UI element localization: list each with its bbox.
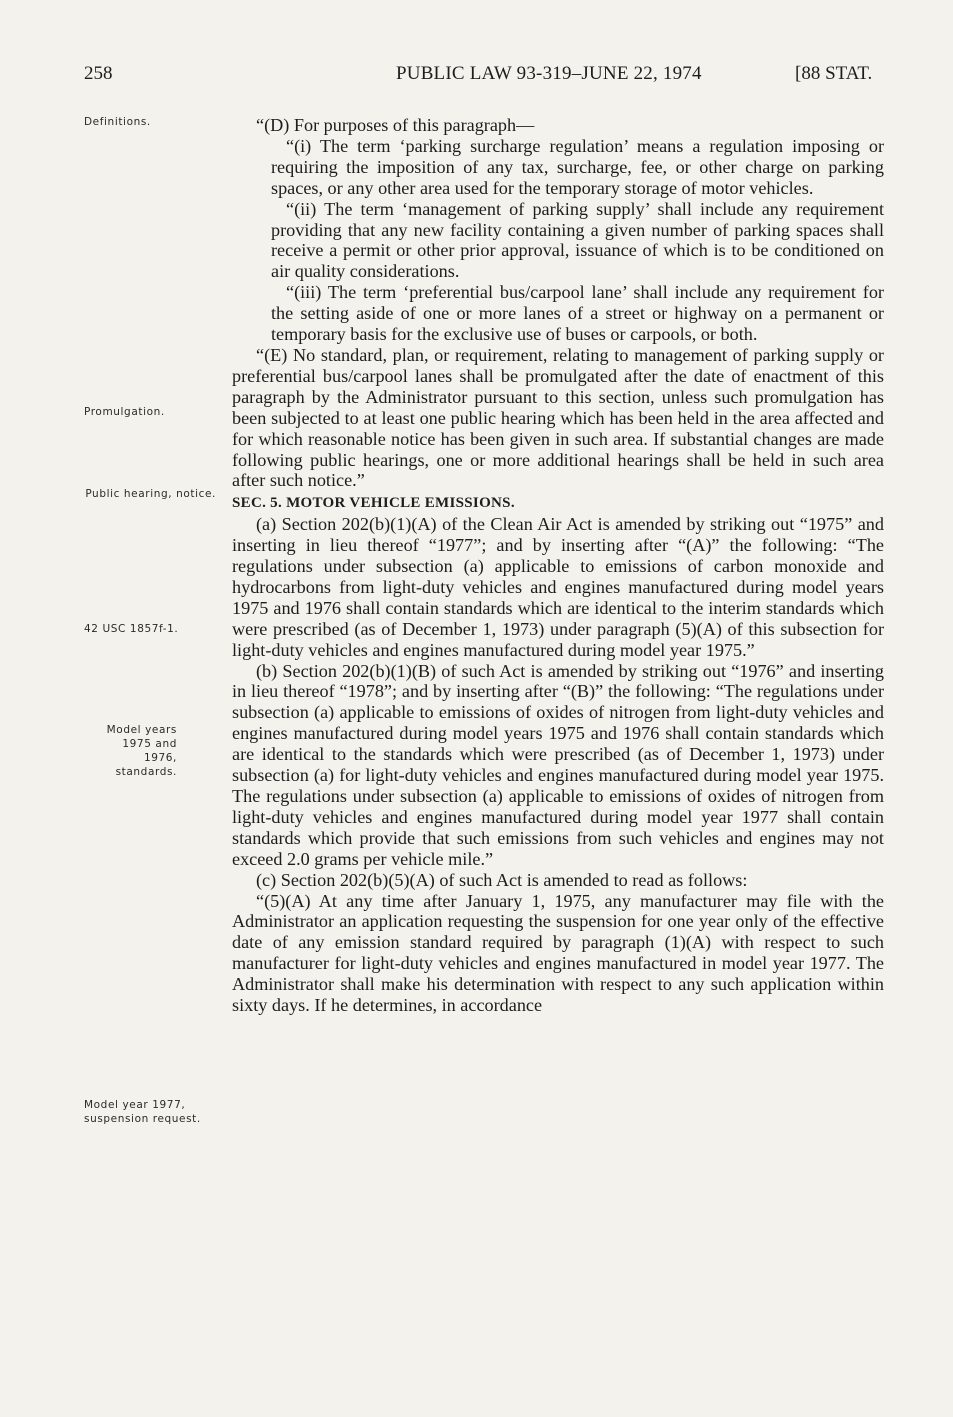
definition-iii: “(iii) The term ‘preferential bus/carpool lane’ shall include any requirement for the setting aside of one or more lanes of a street or highway on a permanent or temporary basis for the exclusive use of buses or carpools, or both. [271,282,884,345]
margin-note-model-years: Model years 1975 and 1976, standards. [106,724,177,778]
statute-reference: [88 STAT. [795,63,873,84]
law-title: PUBLIC LAW 93-319–JUNE 22, 1974 [396,63,702,84]
margin-note-promulgation: Promulgation. [84,406,165,418]
definitions-list [232,136,884,345]
margin-note-public-hearing: Public hearing, notice. [85,488,216,500]
subsection-b: (b) Section 202(b)(1)(B) of such Act is amended by striking out “1976” and inserting in lieu thereof “1978”; and by inserting after “(B)” the following: “The regulations under subsection (a) applicable to emissions of oxides of nitrogen from light-duty vehicles and engines manufactured during model years 1975 and 1976 shall contain standards which are identical to the standards which were prescribed (as of December 1, 1973) under subsection (a) for light-duty vehicles and engines manufactured during model year 1975. The regulations under subsection (a) applicable to emissions of oxides of nitrogen from light-duty vehicles and engines manufactured during model year 1977 shall contain standards which provide that such emissions from such vehicles and engines may not exceed 2.0 grams per vehicle mile.” [232,660,884,869]
statute-text [232,115,884,1016]
page-number: 258 [84,63,113,84]
margin-note-model-year-1977: Model year 1977, suspension request. [84,1099,201,1125]
paragraph-d-intro: “(D) For purposes of this paragraph— [256,115,535,135]
definition-i: “(i) The term ‘parking surcharge regulation’ means a regulation imposing or requiring the imposition of any tax, surcharge, fee, or other charge on parking spaces, or any other area used for the temporary storage of motor vehicles. [271,135,884,198]
definition-ii: “(ii) The term ‘management of parking supply’ shall include any requirement providing that any new facility containing a given number of parking spaces shall receive a permit or other prior approval, issuance of which is to be conditioned on air quality considerations. [271,198,884,282]
running-header [0,63,953,93]
paragraph-5a: “(5)(A) At any time after January 1, 1975, any manufacturer may file with the Administrator an application requesting the suspension for one year only of the effective date of any emission standard required by paragraph (1)(A) with respect to such manufacturer for light-duty vehicles and engines manufactured in model year 1977. The Administrator shall make his determination with respect to any such application within sixty days. If he determines, in accordance [232,890,884,1016]
paragraph-e: “(E) No standard, plan, or requirement, relating to management of parking supply or preferential bus/carpool lanes shall be promulgated after the date of enactment of this paragraph by the Administrator pursuant to this section, unless such promulgation has been subjected to at least one public hearing which has been held in the area affected and for which reasonable notice has been given in such area. If substantial changes are made following public hearings, one or more additional hearings shall be held in such area after such notice.” [232,344,884,491]
subsection-c: (c) Section 202(b)(5)(A) of such Act is amended to read as follows: [256,869,748,890]
section-heading: SEC. 5. MOTOR VEHICLE EMISSIONS. [232,495,515,512]
subsection-a: (a) Section 202(b)(1)(A) of the Clean Air Act is amended by striking out “1975” and inserting in lieu thereof “1977”; and by inserting after “(A)” the following: “The regulations under subsection (a) applicable to emissions of carbon monoxide and hydrocarbons from light-duty vehicles and engines manufactured during model years 1975 and 1976 shall contain standards which are identical to the interim standards which were prescribed (as of December 1, 1973) under paragraph (5)(A) of this subsection for light-duty vehicles and engines manufactured during model year 1975.” [232,514,884,660]
margin-note-definitions: Definitions. [84,116,151,128]
margin-note-usc: 42 USC 1857f-1. [84,623,179,635]
